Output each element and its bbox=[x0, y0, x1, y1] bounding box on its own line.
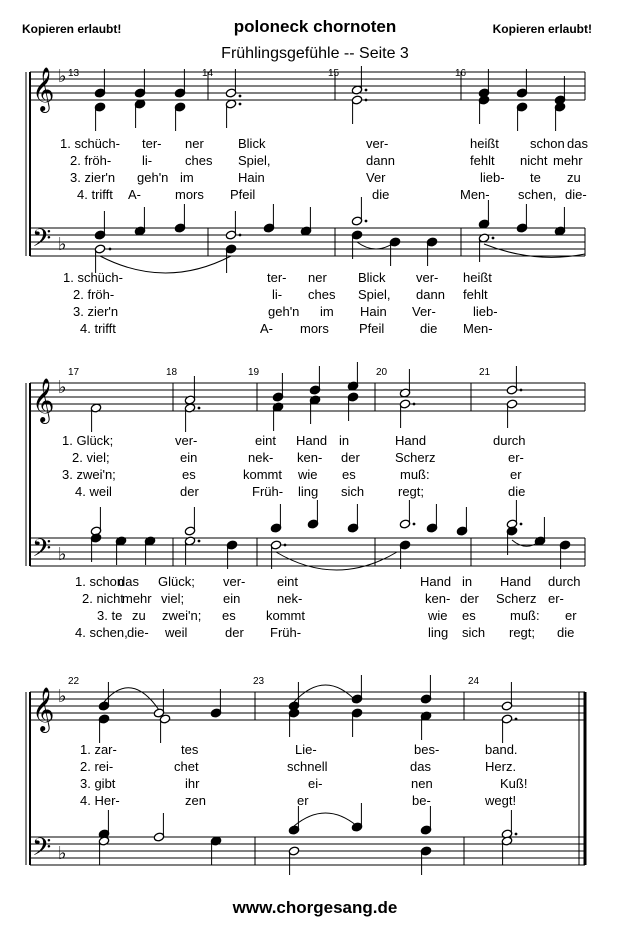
augmentation-dot bbox=[109, 248, 112, 251]
bass-lyric-word: Spiel, bbox=[358, 287, 391, 302]
treble-lyric-word: die bbox=[372, 187, 390, 202]
bass-lyric-word: die- bbox=[127, 625, 149, 640]
bass-lyric-word: 3. te bbox=[97, 608, 123, 623]
bass-lyric-word: ken- bbox=[425, 591, 451, 606]
treble-lyric-word: Blick bbox=[238, 136, 266, 151]
measure-number: 15 bbox=[328, 68, 340, 79]
treble-lyric-word: das bbox=[567, 136, 588, 151]
measure-number: 23 bbox=[253, 676, 265, 687]
bass-lyric-word: 2. nicht bbox=[82, 591, 124, 606]
bass-lyric-word: ner bbox=[308, 270, 327, 285]
bass-lyric-word: 4. trifft bbox=[80, 321, 116, 336]
treble-lyric-word: 1. schüch- bbox=[60, 136, 120, 151]
bass-lyric-word: ein bbox=[223, 591, 241, 606]
treble-lyric-word: schen, bbox=[518, 187, 557, 202]
bass-lyric-word: 1. schon bbox=[75, 574, 125, 589]
augmentation-dot bbox=[198, 540, 201, 543]
treble-lyric-word: zu bbox=[567, 170, 581, 185]
treble-lyric-word: es bbox=[182, 467, 196, 482]
bass-lyric-word: Früh- bbox=[270, 625, 302, 640]
bass-lyric-word: muß: bbox=[510, 608, 540, 623]
treble-lyric-word: dann bbox=[366, 153, 395, 168]
bass-lyric-word: viel; bbox=[161, 591, 185, 606]
bass-clef-icon: 𝄢 bbox=[32, 834, 52, 867]
treble-lyric-word: be- bbox=[412, 793, 431, 808]
augmentation-dot bbox=[515, 718, 518, 721]
treble-lyric-word: mehr bbox=[553, 153, 583, 168]
bass-lyric-word: Ver- bbox=[412, 304, 436, 319]
bass-lyric-word: mors bbox=[300, 321, 329, 336]
bass-lyric-word: mehr bbox=[122, 591, 152, 606]
slur bbox=[484, 244, 585, 257]
treble-lyric-word: nicht bbox=[520, 153, 548, 168]
bass-lyric-word: wie bbox=[428, 608, 448, 623]
bass-lyric-word: sich bbox=[462, 625, 486, 640]
treble-lyric-word: ner bbox=[185, 136, 204, 151]
treble-lyric-word: der bbox=[180, 484, 199, 499]
treble-lyric-word: sich bbox=[341, 484, 365, 499]
flat-key-signature: ♭ bbox=[58, 234, 67, 254]
augmentation-dot bbox=[365, 99, 368, 102]
augmentation-dot bbox=[365, 220, 368, 223]
flat-key-signature: ♭ bbox=[58, 66, 67, 86]
bass-lyric-word: es bbox=[462, 608, 476, 623]
bass-lyric-word: heißt bbox=[463, 270, 492, 285]
treble-lyric-word: mors bbox=[175, 187, 204, 202]
treble-lyric-word: ver- bbox=[366, 136, 389, 151]
treble-lyric-word: geh'n bbox=[137, 170, 169, 185]
bass-lyric-word: im bbox=[320, 304, 334, 319]
treble-clef-icon: 𝄞 bbox=[32, 689, 55, 731]
augmentation-dot bbox=[413, 523, 416, 526]
treble-lyric-word: ches bbox=[185, 153, 213, 168]
measure-number: 17 bbox=[68, 367, 80, 378]
slur bbox=[294, 813, 357, 826]
bass-lyric-word: lieb- bbox=[473, 304, 498, 319]
bass-lyric-word: Hain bbox=[360, 304, 387, 319]
measure-number: 18 bbox=[166, 367, 178, 378]
treble-lyric-word: er bbox=[510, 467, 522, 482]
augmentation-dot bbox=[284, 544, 287, 547]
treble-lyric-word: ihr bbox=[185, 776, 200, 791]
flat-key-signature: ♭ bbox=[58, 843, 67, 863]
treble-lyric-word: durch bbox=[493, 433, 526, 448]
augmentation-dot bbox=[198, 407, 201, 410]
treble-lyric-word: Hain bbox=[238, 170, 265, 185]
treble-lyric-word: 1. Glück; bbox=[62, 433, 114, 448]
measure-number: 13 bbox=[68, 68, 80, 79]
treble-lyric-word: Hand bbox=[296, 433, 328, 448]
augmentation-dot bbox=[365, 89, 368, 92]
augmentation-dot bbox=[239, 234, 242, 237]
measure-number: 22 bbox=[68, 676, 80, 687]
bass-lyric-word: fehlt bbox=[463, 287, 488, 302]
bass-lyric-word: eint bbox=[277, 574, 298, 589]
treble-lyric-word: 1. zar- bbox=[80, 742, 117, 757]
augmentation-dot bbox=[520, 523, 523, 526]
bass-lyric-word: Blick bbox=[358, 270, 386, 285]
bass-lyric-word: Hand bbox=[420, 574, 452, 589]
bass-lyric-word: regt; bbox=[509, 625, 536, 640]
treble-lyric-word: Men- bbox=[460, 187, 490, 202]
treble-lyric-word: 2. fröh- bbox=[70, 153, 112, 168]
measure-number: 19 bbox=[248, 367, 260, 378]
treble-lyric-word: 4. Her- bbox=[80, 793, 120, 808]
treble-lyric-word: Herz. bbox=[485, 759, 517, 774]
copy-notice-left: Kopieren erlaubt! bbox=[22, 22, 122, 36]
treble-lyric-word: schon bbox=[530, 136, 565, 151]
treble-lyric-word: chet bbox=[174, 759, 199, 774]
bass-lyric-word: Hand bbox=[500, 574, 532, 589]
treble-lyric-word: bes- bbox=[414, 742, 440, 757]
bass-lyric-word: ver- bbox=[223, 574, 246, 589]
treble-lyric-word: Scherz bbox=[395, 450, 436, 465]
bass-lyric-word: kommt bbox=[266, 608, 305, 623]
treble-lyric-word: Spiel, bbox=[238, 153, 271, 168]
treble-lyric-word: Ver bbox=[366, 170, 386, 185]
treble-lyric-word: 2. rei- bbox=[80, 759, 114, 774]
augmentation-dot bbox=[520, 389, 523, 392]
bass-clef-icon: 𝄢 bbox=[32, 535, 52, 568]
treble-lyric-word: schnell bbox=[287, 759, 328, 774]
augmentation-dot bbox=[239, 95, 242, 98]
treble-lyric-word: zen bbox=[185, 793, 206, 808]
measure-number: 20 bbox=[376, 367, 388, 378]
bass-lyric-word: Glück; bbox=[158, 574, 195, 589]
treble-lyric-word: nen bbox=[411, 776, 433, 791]
bass-clef-icon: 𝄢 bbox=[32, 225, 52, 258]
treble-lyric-word: die- bbox=[565, 187, 587, 202]
treble-lyric-word: regt; bbox=[398, 484, 425, 499]
bass-lyric-word: er bbox=[565, 608, 577, 623]
augmentation-dot bbox=[413, 403, 416, 406]
treble-lyric-word: ein bbox=[180, 450, 198, 465]
treble-lyric-word: muß: bbox=[400, 467, 430, 482]
treble-lyric-word: ei- bbox=[308, 776, 323, 791]
treble-lyric-word: A- bbox=[128, 187, 141, 202]
page-subtitle: Frühlingsgefühle -- Seite 3 bbox=[221, 45, 409, 62]
bass-lyric-word: ter- bbox=[267, 270, 287, 285]
treble-staff bbox=[30, 383, 585, 411]
treble-lyric-word: das bbox=[410, 759, 431, 774]
treble-lyric-word: die bbox=[508, 484, 526, 499]
bass-lyric-word: ches bbox=[308, 287, 336, 302]
measure-number: 24 bbox=[468, 676, 480, 687]
treble-lyric-word: ken- bbox=[297, 450, 323, 465]
treble-lyric-word: nek- bbox=[248, 450, 274, 465]
measure-number: 16 bbox=[455, 68, 467, 79]
treble-lyric-word: in bbox=[339, 433, 350, 448]
treble-staff bbox=[30, 72, 585, 100]
bass-lyric-word: in bbox=[462, 574, 473, 589]
augmentation-dot bbox=[492, 237, 495, 240]
footer-url: www.chorgesang.de bbox=[232, 898, 398, 917]
bass-lyric-word: ling bbox=[428, 625, 449, 640]
treble-lyric-word: 3. zwei'n; bbox=[62, 467, 116, 482]
treble-clef-icon: 𝄞 bbox=[32, 69, 55, 111]
bass-lyric-word: nek- bbox=[277, 591, 303, 606]
bass-lyric-word: Pfeil bbox=[359, 321, 385, 336]
bass-lyric-word: dann bbox=[416, 287, 445, 302]
treble-lyric-word: eint bbox=[255, 433, 276, 448]
treble-lyric-word: Pfeil bbox=[230, 187, 256, 202]
bass-lyric-word: A- bbox=[260, 321, 273, 336]
bass-lyric-word: 2. fröh- bbox=[73, 287, 115, 302]
flat-key-signature: ♭ bbox=[58, 686, 67, 706]
treble-lyric-word: es bbox=[342, 467, 356, 482]
bass-lyric-word: weil bbox=[165, 625, 188, 640]
treble-lyric-word: Lie- bbox=[295, 742, 317, 757]
bass-staff bbox=[30, 538, 585, 566]
flat-key-signature: ♭ bbox=[58, 377, 67, 397]
treble-lyric-word: im bbox=[180, 170, 194, 185]
bass-lyric-word: 4. schen, bbox=[75, 625, 128, 640]
treble-lyric-word: Kuß! bbox=[500, 776, 528, 791]
treble-lyric-word: ling bbox=[298, 484, 319, 499]
treble-clef-icon: 𝄞 bbox=[32, 380, 55, 422]
flat-key-signature: ♭ bbox=[58, 544, 67, 564]
augmentation-dot bbox=[239, 103, 242, 106]
bass-lyric-word: 1. schüch- bbox=[63, 270, 123, 285]
treble-lyric-word: lieb- bbox=[480, 170, 505, 185]
treble-lyric-word: 3. gibt bbox=[80, 776, 116, 791]
treble-lyric-word: 4. trifft bbox=[77, 187, 113, 202]
copy-notice-right: Kopieren erlaubt! bbox=[492, 22, 592, 36]
bass-lyric-word: durch bbox=[548, 574, 581, 589]
treble-lyric-word: band. bbox=[485, 742, 518, 757]
treble-lyric-word: Früh- bbox=[252, 484, 284, 499]
bass-lyric-word: die bbox=[557, 625, 575, 640]
treble-lyric-word: 4. weil bbox=[75, 484, 112, 499]
treble-lyric-word: er bbox=[297, 793, 309, 808]
bass-lyric-word: die bbox=[420, 321, 438, 336]
bass-lyric-word: zu bbox=[132, 608, 146, 623]
treble-lyric-word: wie bbox=[298, 467, 318, 482]
treble-lyric-word: Hand bbox=[395, 433, 427, 448]
bass-lyric-word: Scherz bbox=[496, 591, 537, 606]
treble-lyric-word: heißt bbox=[470, 136, 499, 151]
slur bbox=[357, 242, 395, 249]
bass-lyric-word: es bbox=[222, 608, 236, 623]
site-title: poloneck chornoten bbox=[233, 17, 397, 36]
bass-lyric-word: zwei'n; bbox=[162, 608, 202, 623]
bass-lyric-word: geh'n bbox=[268, 304, 300, 319]
bass-lyric-word: 3. zier'n bbox=[73, 304, 119, 319]
treble-lyric-word: 2. viel; bbox=[72, 450, 110, 465]
treble-lyric-word: ver- bbox=[175, 433, 198, 448]
bass-lyric-word: li- bbox=[272, 287, 283, 302]
treble-lyric-word: fehlt bbox=[470, 153, 495, 168]
augmentation-dot bbox=[515, 833, 518, 836]
bass-lyric-word: Men- bbox=[463, 321, 493, 336]
treble-lyric-word: ter- bbox=[142, 136, 162, 151]
treble-lyric-word: der bbox=[341, 450, 360, 465]
bass-lyric-word: der bbox=[460, 591, 479, 606]
treble-lyric-word: te bbox=[530, 170, 541, 185]
measure-number: 14 bbox=[202, 68, 214, 79]
treble-lyric-word: li- bbox=[142, 153, 153, 168]
bass-lyric-word: der bbox=[225, 625, 244, 640]
treble-lyric-word: kommt bbox=[243, 467, 282, 482]
treble-lyric-word: 3. zier'n bbox=[70, 170, 116, 185]
treble-lyric-word: wegt! bbox=[485, 793, 517, 808]
bass-lyric-word: er- bbox=[548, 591, 564, 606]
treble-lyric-word: er- bbox=[508, 450, 524, 465]
measure-number: 21 bbox=[479, 367, 491, 378]
bass-lyric-word: das bbox=[118, 574, 139, 589]
treble-lyric-word: tes bbox=[181, 742, 199, 757]
bass-lyric-word: ver- bbox=[416, 270, 439, 285]
slur bbox=[276, 552, 397, 570]
